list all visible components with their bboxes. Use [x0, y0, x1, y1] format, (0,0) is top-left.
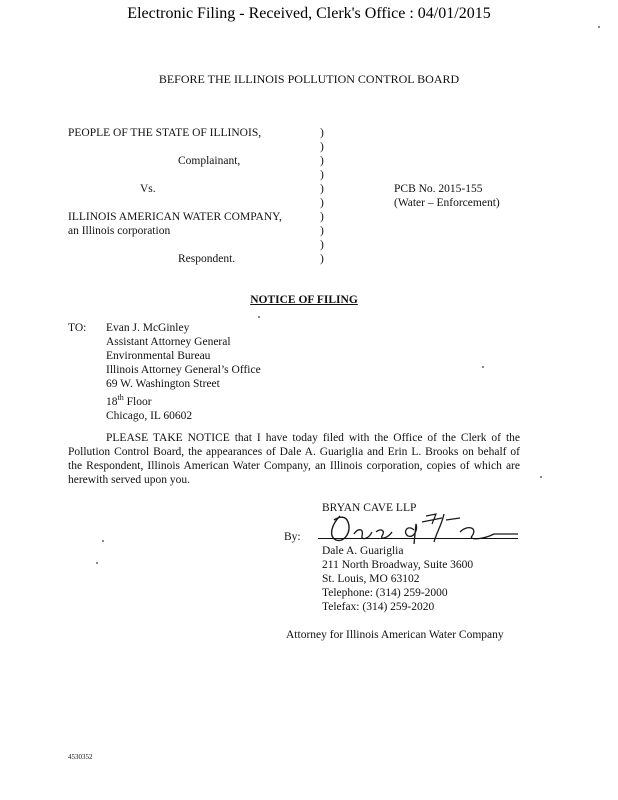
defendant-description: an Illinois corporation [68, 225, 171, 237]
paren: ) [320, 225, 324, 237]
attorney-for: Attorney for Illinois American Water Company [286, 629, 504, 641]
paren: ) [320, 155, 324, 167]
recipient-name: Evan J. McGinley [106, 322, 190, 334]
paren: ) [320, 169, 324, 181]
case-type: (Water – Enforcement) [394, 197, 500, 209]
paren: ) [320, 127, 324, 139]
recipient-street: 69 W. Washington Street [106, 378, 220, 390]
recipient-city: Chicago, IL 60602 [106, 409, 193, 422]
document-id: 4530352 [68, 753, 93, 761]
recipient-bureau: Environmental Bureau [106, 350, 211, 362]
firm-telefax: Telefax: (314) 259-2020 [322, 601, 435, 613]
scan-speck [96, 562, 98, 564]
scan-speck [598, 26, 600, 28]
recipient-floor [106, 391, 261, 409]
scan-speck [482, 366, 484, 368]
notice-paragraph [68, 431, 520, 487]
firm-telephone: Telephone: (314) 259-2000 [322, 587, 448, 599]
law-firm-name: BRYAN CAVE LLP [322, 502, 417, 514]
paren: ) [320, 253, 324, 265]
paren: ) [320, 239, 324, 251]
signer-name: Dale A. Guariglia [322, 545, 404, 557]
case-number: PCB No. 2015-155 [394, 183, 483, 195]
recipient-address [106, 321, 261, 423]
to-label: TO: [68, 322, 87, 334]
recipient-title: Assistant Attorney General [106, 336, 231, 348]
defendant-name: ILLINOIS AMERICAN WATER COMPANY, [68, 211, 282, 223]
scan-speck [540, 476, 542, 478]
notice-body-text: PLEASE TAKE NOTICE that I have today filed with the Office of the Clerk of the Pollution Control Board, the appearances of Dale A. Guariglia and Erin L. Brooks on behalf of the Respondent, Illinois American Water Company, an Illinois corporation, copies of which are herewith served upon you. [68, 432, 520, 486]
signature-line [318, 538, 518, 539]
scan-speck [102, 540, 104, 542]
complainant-label: Complainant, [178, 155, 241, 167]
paren: ) [320, 211, 324, 223]
floor-number: 18 [106, 395, 118, 408]
floor-suffix: th [117, 393, 124, 402]
paren: ) [320, 141, 324, 153]
board-heading: BEFORE THE ILLINOIS POLLUTION CONTROL BOARD [158, 72, 460, 86]
by-label: By: [284, 531, 301, 543]
firm-address-line1: 211 North Broadway, Suite 3600 [322, 559, 474, 571]
plaintiff-name: PEOPLE OF THE STATE OF ILLINOIS, [68, 127, 262, 139]
floor-word: Floor [123, 395, 152, 408]
caption-divider [320, 126, 324, 266]
notice-title: NOTICE OF FILING [250, 294, 358, 306]
recipient-office: Illinois Attorney General’s Office [106, 364, 261, 376]
firm-address-line2: St. Louis, MO 63102 [322, 573, 420, 585]
scan-speck [258, 316, 260, 318]
versus-label: Vs. [140, 183, 156, 195]
paren: ) [320, 183, 324, 195]
filing-stamp: Electronic Filing - Received, Clerk's Office : 04/01/2015 [127, 5, 491, 22]
paren: ) [320, 197, 324, 209]
handwritten-signature [318, 510, 528, 548]
respondent-label: Respondent. [178, 253, 236, 265]
